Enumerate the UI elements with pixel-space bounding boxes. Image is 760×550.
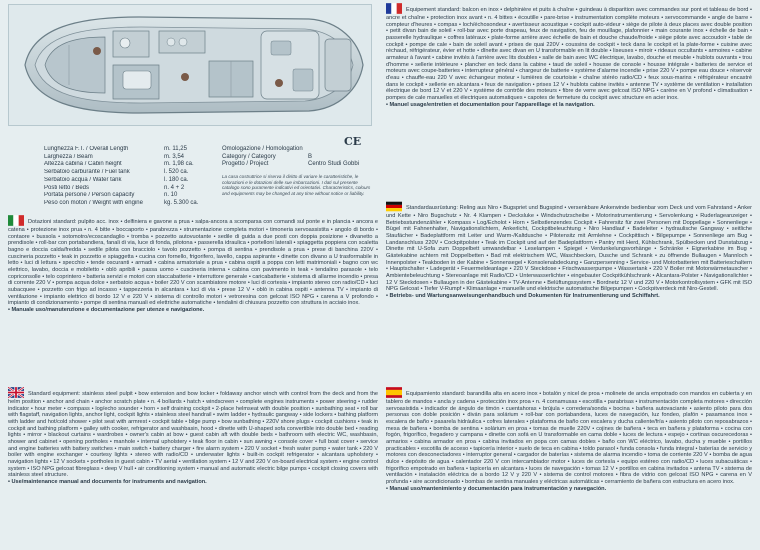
boat-layout-drawing — [9, 5, 371, 125]
italy-flag-icon — [8, 215, 24, 226]
english-equipment-section — [8, 388, 378, 486]
approval-row: Category / Category B — [222, 153, 313, 160]
italian-manual-note: • Manuale uso/manutenzione e documentazione per utenze e navigazione. — [8, 306, 205, 313]
spec-row: Serbatoio carburante / Fuel tank l. 520 ca. — [44, 169, 189, 176]
french-manual-note: • Manuel usage/entretien et documentation pour l'appareillage et la navigation. — [386, 101, 595, 108]
french-equipment-text: Equipement standard: balcon en inox • delphinière et puits à chaîne • guindeau à disparition avec commandes sur pont et tableau de bord • ancre et chaîne • protection inox avant • n. 4 bittes • écoutille • pare-brise • instrumentation complète moteurs • servocommande • angle de barre • compteur d'heures • compas • loch/échosondeur • avertisseur acoustique • cockpit auto-videur • siège de pilote à deux places avec double position • petit divan bain de soleil • roll-bar avec porte drapeau, feux de navigation, feu de mouillage, plafonnier • main courante inox • échelle de bain • passerelle hydraulique • coffres latéraux • plate-forme arrière avec échelle de bain et douche chaude/froide • siège pilote avec accoudoir • table de cockpit • pompe de cale • bain de soleil avant • prises de quai 220V • coussins de cockpit • teck dans le cockpit et la plate-forme • cuisine avec réchaud, réfrigérateur, évier et hotte • dînette avec divan en U transformable en lit double • liseuses • miroir • rideaux occultants • armoires • cabine armateur à l'avant • cabine invités à l'arrière avec lits doubles • salle de bain avec WC électrique, lavabo, douche et meuble • hublots ouvrants • trou d'homme • sellerie intérieure • plancher en teck dans la cabine • taud de soleil • housse de console • housse intégrale • batteries de service et moteurs avec coupe-batteries • interrupteur général • chargeur de batterie • système d'alarme incendie • prise 220 V • pompe eau douce • réservoir d'eau • chauffe-eau 220 V avec échangeur moteur • lumières de courtoisie • chaîne stéréo radio/CD • feux sous-marins • réfrigérateur encastré dans le cockpit • sellerie en alcantara • feux de navigation • prises 12 V • hublots cabine invités • antenne TV • système de ventilation • installation électrique de bord 12 V et 220 V • système de contrôle des moteurs • fibre de verre avec gelcoat ISO NPG • carène en V profond • climatisation • pompes de cale manuelles et électriques automatiques • capotes de fermeture du cockpit avec structure en acier inox. — [386, 6, 752, 101]
homologation-info — [222, 135, 372, 196]
german-manual-note: • Betriebs- und Wartungsanweisungenhandbuch und Dokumenten für Instrumentierung und Schiffahrt. — [386, 292, 660, 299]
uk-flag-icon — [8, 387, 24, 398]
spec-row: Larghezza / Beam m. 3,54 — [44, 153, 185, 160]
approval-row: Progetto / Project Centro Studi Gobbi — [222, 161, 360, 168]
english-manual-note: • Use/maintenance manual and documents for instruments and navigation. — [8, 478, 207, 485]
germany-flag-icon — [386, 201, 402, 212]
french-equipment-section — [386, 4, 752, 108]
disclaimer-note: La casa costruttrice si riserva il diritto di variare le caratteristiche, le colorazioni e le dotazioni delle sue imbarcazioni. I dati sul presente catalogo sono puramente indicativi ed orientativi. Characteristics, colours and equipments may be changed at any time without notice or liability. — [222, 174, 371, 196]
left-column — [8, 4, 378, 546]
spain-flag-icon — [386, 387, 402, 398]
english-equipment-text: Standard equipment: stainless steel pulpit • bow extension and bow locker • foldaway anchor winch with control from the deck and from the helm position • anchor and chain • anchor scratch plate • n. 4 bollards • hatch • windscreen • complete engines instruments • power steering • rudder indicator • hour meter • compass • log/echo sounder • horn • self draining cockpit • 2-place helmseat with double position • sunbathing seat • roll bar with flagstaff, navigation lights, anchor light, cockpit lights • stainless steel handrail • swim ladder • hydraulic gangway • side lockers • bathing platform with ladder and hot/cold shower • pilot seat with armrest • cockpit table • bilge pump • bow sunbathing • 220V shore plugs • cockpit cushions • teak in cockpit and bathing platform • galley with cooker, refrigerator and washbasin, hood • dinette with U-shaped sofa convertible into double bed • reading lights • mirror • blackout curtains • wardrobes • owner's cabin at bow • guest cabin aft with double beds • bathroom with electric WC, washbasin, shower and cabinet • opening portholes • manhole • internal upholstery • teak floor in cabin • sun awning • console cover • full boat cover • service and engine batteries with battery switches • main switch • battery charger • fire alarm system • 220 V socket • fresh water pump • water tank • 220 V boiler with engine exchanger • courtesy lights • stereo with radio/CD • underwater lights • built-in cockpit refrigerator • alcantara upholstery • navigation lights • 12 V sockets • portholes in guest cabin • TV aerial • ventilation system • 12 V and 220 V on-board electrical system • engine control system • ISO NPG gelcoat fibreglass • deep V hull • air conditioning system • manual and automatic electric bilge pumps • cockpit closing covers with stainless steel structure. — [8, 390, 378, 479]
deck-plan-illustration — [8, 4, 372, 126]
approval-row: Omologazione / Homologation — [222, 146, 303, 152]
spec-row: Lunghezza F.T. / Overall Length m. 11,25 — [44, 146, 187, 152]
spanish-manual-note: • Manual uso/mantenimiento y documentación para instrumentación y navegación. — [386, 485, 607, 492]
technical-specifications — [44, 146, 220, 208]
spec-row: Peso con motori / Weight with engine kg. 5.300 ca. — [44, 199, 199, 206]
france-flag-icon — [386, 3, 402, 14]
spec-row: Posti letto / Beds n. 4 + 2 — [44, 184, 185, 191]
spec-row: Serbatoio acqua / Water tank l. 180 ca. — [44, 176, 189, 183]
spanish-equipment-text: Equipamiento standard: barandilla alta en acero inox • botalón y nicel de proa • molinete de ancla empotrado con mandos en cubierta y en tablero de mandos • ancla y cadena • protección inox proa • n. 4 cornamusas • escotilla • parabrisas • instrumentación completa motores • dirección servoasistida • indicador de ángulo de timón • cuentahoras • brújula • corredera/sonda • bocina • bañera autovaciante • asiento piloto para dos personas con doble posición • diván para solárium • roll-bar con portabandera, luces de navegación, luz fondeo, plafón • pasamanos inox • escalera de baño • pasarela hidráulica • cofres laterales • plataforma de baño con escalera y ducha caliente/fría • asiento piloto con reposabrazos • mesa de bañera • bomba de sentina • solárium en proa • tomas de muelle 220V • cojines de bañera • teca en bañera y plataforma • cocina con fogón, frigorífico, fregadero y campana • dinette con sofá en U transformable en cama doble • luces de lectura • espejo • cortinas oscurecedoras • armarios • cabina armador en proa • cabina invitados en popa con camas dobles • baño con WC eléctrico, lavabo, ducha y mueble • portillos practicables • escotilla de acceso • tapicería interior • suelo de teca en cabina • toldo parasol • funda consola • funda integral • baterías de servicio y motores con desconectadores • interruptor general • cargador de baterías • sistema de alarma incendio • toma de corriente 220 V • bomba de agua dulce • depósito de agua • calentador 220 V con intercambiador motor • luces de cortesía • equipo estéreo con radio/CD • luces subacuáticas • frigorífico empotrado en bañera • tapicería en alcantara • luces de navegación • tomas 12 V • portillos en cabina invitados • antena TV • sistema de ventilación • instalación eléctrica de a bordo 12 V y 220 V • sistema de control motores • fibra de vidrio con gelcoat ISO NPG • carena en V profunda • aire acondicionado • bombas de sentina manuales y eléctricas automáticas • cerramiento de bañera con estructura en acero inox. — [386, 390, 752, 485]
german-equipment-section — [386, 202, 752, 300]
german-equipment-text: Standardausrüstung: Reling aus Niro • Bugspriet und Bugspind • versenkbare Ankerwinde bedienbar vom Deck und vom Fahrstand • Anker und Kette • Niro Bugschutz • Nr. 4 Klampen • Decksluke • Windschutzscheibe • Motorinstrumentierung • Servolenkung • Ruderlageanzeiger • Betriebsstundenzähler • Kompass • Log/Echolot • Horn • Selbstlenzendes Cockpit • Fahrersitz für zwei Personen mit Doppellage • Sonnenliege • Bügel mit Fahnenhalter, Navigationslichtern, Ankerlicht, Cockpitbeleuchtung • Niro Handlauf • Badeleiter • hydraulische Gangway • seitliche Staufächer • Badeplattform mit Leiter und Warm-/Kaltdusche • Pilotensitz mit Armlehne • Cockpittisch • Bilgepumpe • Sonnenliege am Bug • Landanschluss 220V • Cockpitpolster • Teak im Cockpit und auf der Badeplattform • Pantry mit Herd, Kühlschrank, Spülbecken und Dunstabzug • Dinette mit U-Sofa zum Doppelbett umwandelbar • Leselampen • Spiegel • Verdunkelungsvorhänge • Schränke • Eignerkabine im Bug • Gästekabine achtern mit Doppelbetten • Bad mit elektrischem WC, Waschbecken, Dusche und Schrank • zu öffnende Bullaugen • Mannloch • Innenpolster • Teakboden in der Kabine • Sonnensegel • Konsolenabdeckung • Ganzpersenning • Service- und Motorbatterien mit Batterieschaltern • Hauptschalter • Ladegerät • Feuermeldeanlage • 220 V Steckdose • Frischwasserpumpe • Wassertank • 220 V Boiler mit Motorwärmetauscher • Ambientebeleuchtung • Stereoanlage mit Radio/CD • Unterwasserlichter • eingebauter Cockpitkühlschrank • Alcantara-Polster • Navigationslichter • 12 V Steckdosen • Bullaugen in der Gästekabine • TV-Antenne • Belüftungssystem • Bordnetz 12 V und 220 V • Motorkontrollsystem • GFK mit ISO NPG Gelcoat • Tiefer V-Rumpf • Klimaanlage • manuelle und elektrische automatische Bilgepumpen • Cockpitverdeck mit Niro-Gestell. — [386, 204, 752, 293]
italian-equipment-text: Dotazioni standard: pulpito acc. inox • delfiniera e gavone a prua • salpa-ancora a scomparsa con comandi sul ponte e in plancia • ancora e catena • protezione inox prua • n. 4 bitte • boccaporto • parabrezza • strumentazione completa motori • timoneria servoassistita • angolo di bordo • contaore • bussola • sotomotro/ecoscandaglio • tromba • pozzetto autovuotante • sedile di guida a due posti con doppia posizione • divanetto a prendisole • roll-bar con portabandiera, fanali di via, luce di fonda, pilotona • passerella idraulica • portelloni laterali • spiaggetta poppiera con scaletta bagno e doccia calda/fredda • sedile pilota con bracciolo • tavolo pozzetto • pompa di sentina • prendisole a prua • prese di banchina 220V • cuscineria pozzetto • teak in pozzetto e spiaggetta • cucina con fornello, frigorifero, lavello, cappa aspirante • dinette con divano a U trasformabile in letto • luci di lettura • specchio • tende oscuranti • armadi • cabina armatoriale a prua • cabina ospiti a poppa con letti matrimoniali • bagno con wc elettrico, lavabo, doccia e mobiletto • oblò apribili • passa uomo • cuscineria interna • cabina con pavimento in teak • tendalino parasole • telo copriconsolle • telo coprintero • batteria servizi e motori con staccabatterie • interruttore generale • caricabatterie • sistema di allarme incendio • presa di corrente 220 V • pompa acqua dolce • serbatoio acqua • boiler 220 V con scambiatore motore • luci di cortesia • impianto stereo con radio/CD • luci subacquee • pozzetto con frigo ad incasso • tappezzeria in alcantara • luci di via • prese 12 V • oblò in cabina ospiti • antenna TV • impianto di ventilazione • impianto elettrico di bordo 12 V e 220 V • sistema di controllo motori • vetroresina con gelcoat ISO NPG • carena a V profondo • impianto di condizionamento • pompe di sentina manuali ed elettriche automatiche • tendalini di chiusura pozzetto con struttura in acciaio inox. — [8, 218, 378, 307]
spec-row: Altezza cabina / Cabin height m. 1,98 ca. — [44, 161, 194, 168]
ce-mark-logo: CE — [344, 135, 362, 148]
spec-row: Portata persone / Person capacity n. 10 — [44, 192, 178, 199]
right-column — [386, 4, 752, 546]
italian-equipment-section — [8, 216, 378, 314]
spanish-equipment-section — [386, 388, 752, 492]
